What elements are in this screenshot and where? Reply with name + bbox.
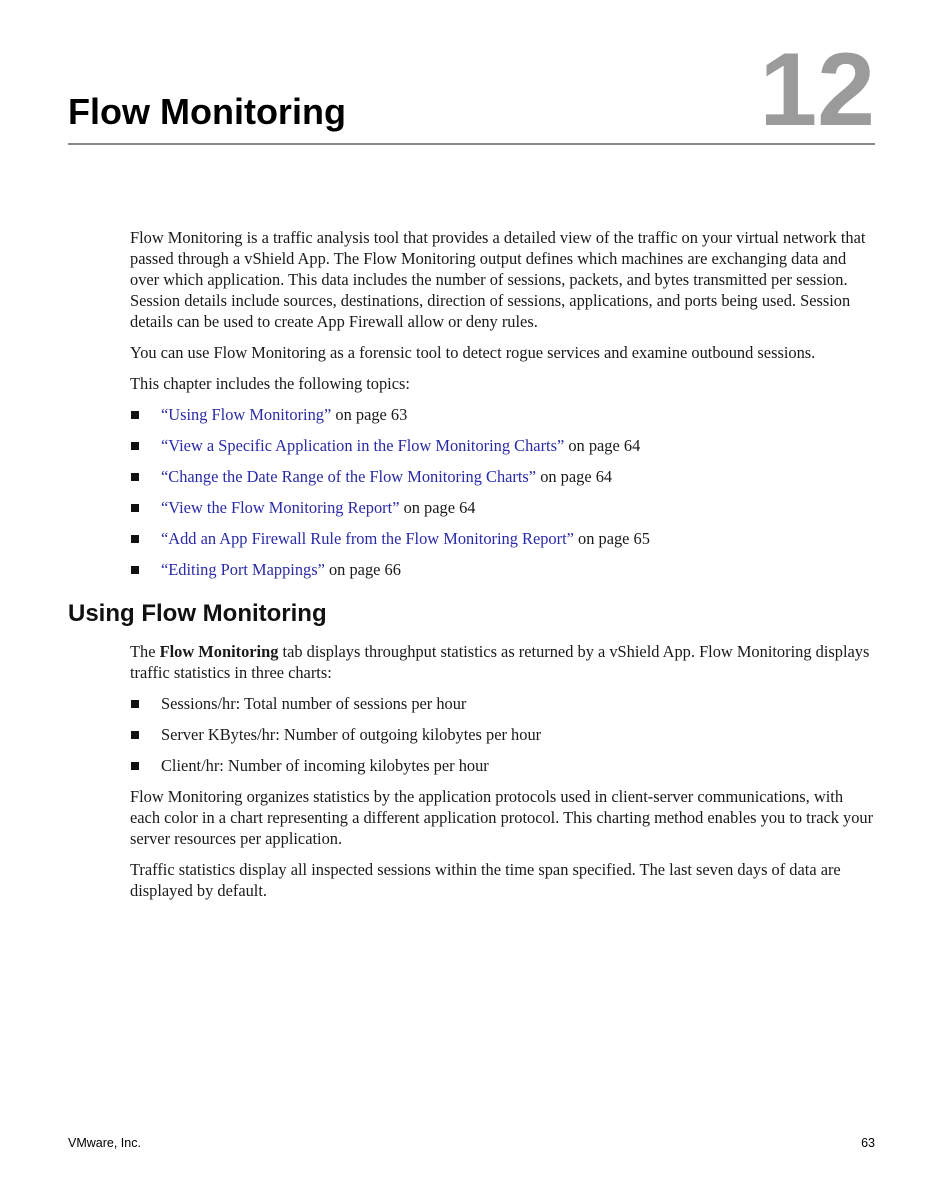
bullet-square-icon — [131, 504, 139, 512]
tab-name-bold: Flow Monitoring — [159, 642, 279, 661]
intro-paragraph: Flow Monitoring is a traffic analysis tool that provides a detailed view of the traffic on your virtual network that passed through a vShield App. The Flow Monitoring output defines which machines are exchanging data and over which application. This data includes the number of sessions, packets, and bytes transmitted per session. Session details include sources, destinations, direction of sessions, applications, and ports being used. Session details can be used to create App Firewall allow or deny rules. — [130, 228, 866, 331]
chart-item — [130, 755, 875, 776]
topic-page-ref: on page 64 — [399, 498, 476, 517]
topic-page-ref: on page 65 — [573, 529, 650, 548]
topic-link[interactable]: “Editing Port Mappings” — [161, 560, 325, 579]
topic-link[interactable]: “Using Flow Monitoring” — [161, 405, 332, 424]
topic-link[interactable]: “View a Specific Application in the Flow Monitoring Charts” — [161, 436, 565, 455]
topic-item — [130, 466, 875, 487]
intro-paragraph: This chapter includes the following topics: — [130, 374, 410, 393]
section-paragraph — [130, 641, 875, 683]
topic-page-ref: on page 63 — [331, 405, 408, 424]
chart-item-text: Sessions/hr: Total number of sessions per hour — [161, 694, 467, 713]
bullet-square-icon — [131, 762, 139, 770]
bullet-square-icon — [131, 731, 139, 739]
chart-list — [130, 693, 875, 776]
topic-link[interactable]: “Change the Date Range of the Flow Monitoring Charts” — [161, 467, 537, 486]
chart-item — [130, 724, 875, 745]
topic-item — [130, 404, 875, 425]
topic-list — [130, 404, 875, 580]
chapter-number: 12 — [759, 32, 875, 148]
intro-paragraph: You can use Flow Monitoring as a forensic tool to detect rogue services and examine outbound sessions. — [130, 343, 816, 362]
bullet-square-icon — [131, 442, 139, 450]
bullet-square-icon — [131, 473, 139, 481]
bullet-square-icon — [131, 700, 139, 708]
bullet-square-icon — [131, 411, 139, 419]
bullet-square-icon — [131, 535, 139, 543]
topic-item — [130, 497, 875, 518]
footer-company: VMware, Inc. — [68, 1136, 141, 1150]
section-text: tab displays throughput statistics as returned by a vShield App. Flow Monitoring displays traffic statistics in three charts: — [130, 642, 870, 682]
topic-page-ref: on page 64 — [564, 436, 641, 455]
chapter-title: Flow Monitoring — [68, 91, 346, 132]
chart-item-text: Client/hr: Number of incoming kilobytes per hour — [161, 756, 489, 775]
topic-page-ref: on page 66 — [324, 560, 401, 579]
footer-page-number: 63 — [861, 1136, 875, 1150]
intro-block — [130, 227, 875, 590]
topic-link[interactable]: “View the Flow Monitoring Report” — [161, 498, 400, 517]
topic-page-ref: on page 64 — [536, 467, 613, 486]
chapter-title-rule — [68, 143, 875, 145]
bullet-square-icon — [131, 566, 139, 574]
section-heading: Using Flow Monitoring — [68, 600, 327, 627]
topic-item — [130, 559, 875, 580]
section-text: The — [130, 642, 160, 661]
chart-item-text: Server KBytes/hr: Number of outgoing kilobytes per hour — [161, 725, 542, 744]
section-paragraph: Flow Monitoring organizes statistics by the application protocols used in client-server communications, with each color in a chart representing a different application protocol. This charting method enables you to track your server resources per application. — [130, 787, 874, 848]
chart-item — [130, 693, 875, 714]
section-paragraph: Traffic statistics display all inspected sessions within the time span specified. The last seven days of data are displayed by default. — [130, 860, 841, 900]
topic-item — [130, 435, 875, 456]
topic-link[interactable]: “Add an App Firewall Rule from the Flow Monitoring Report” — [161, 529, 574, 548]
section-block — [130, 641, 875, 911]
topic-item — [130, 528, 875, 549]
